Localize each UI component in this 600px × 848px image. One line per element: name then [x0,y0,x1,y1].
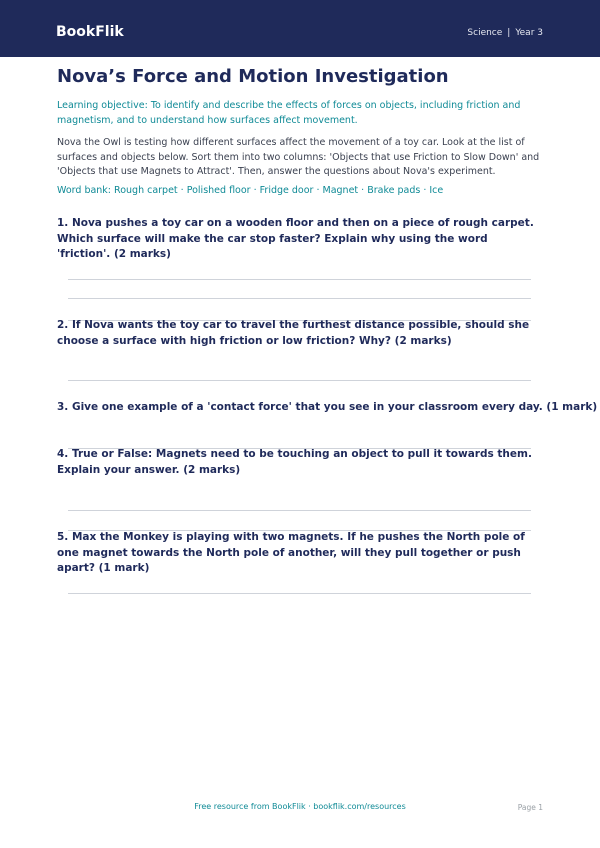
subject-label: Science [467,28,503,38]
learning-objective: Learning objective: To identify and describe the effects of forces on objects, including friction and magnetism, and to understand how surfaces affect movement. [57,100,521,126]
answer-line[interactable] [68,593,531,594]
subject-year-label [467,27,543,39]
brand-logo[interactable]: BookFlik [56,24,124,40]
footer-resource-link[interactable]: Free resource from BookFlik · bookflik.com/resources [194,802,406,811]
year-label: Year 3 [515,28,543,38]
page-number: Page 1 [517,803,543,812]
question-1: 1. Nova pushes a toy car on a wooden floor and then on a piece of rough carpet. Which surface will make the car stop faster? Explain why using the word 'friction'. (2 marks) [57,217,534,260]
question-2: 2. If Nova wants the toy car to travel the furthest distance possible, should she choose a surface with high friction or low friction? Why? (2 marks) [57,319,530,347]
question-3: 3. Give one example of a 'contact force' that you see in your classroom every day. (1 mark) [57,401,598,413]
answer-line[interactable] [68,279,531,280]
instructions-paragraph: Nova the Owl is testing how different surfaces affect the movement of a toy car. Look at the list of surfaces and objects below. Sort them into two columns: 'Objects that use Friction to Slow Down' and 'Objects that use Magnets to Attract'. Then, answer the questions about Nova's experiment. [57,137,540,177]
question-4: 4. True or False: Magnets need to be touching an object to pull it towards them. Explain your answer. (2 marks) [57,448,532,476]
answer-line[interactable] [68,298,531,299]
answer-line[interactable] [68,380,531,381]
answer-line[interactable] [68,510,531,511]
word-bank: Word bank: Rough carpet · Polished floor · Fridge door · Magnet · Brake pads · Ice [57,185,444,196]
header-bar [0,0,600,57]
page-title: Nova’s Force and Motion Investigation [57,66,449,87]
header-separator: | [507,28,511,38]
question-5: 5. Max the Monkey is playing with two magnets. If he pushes the North pole of one magnet towards the North pole of another, will they pull together or push apart? (1 mark) [57,531,525,574]
